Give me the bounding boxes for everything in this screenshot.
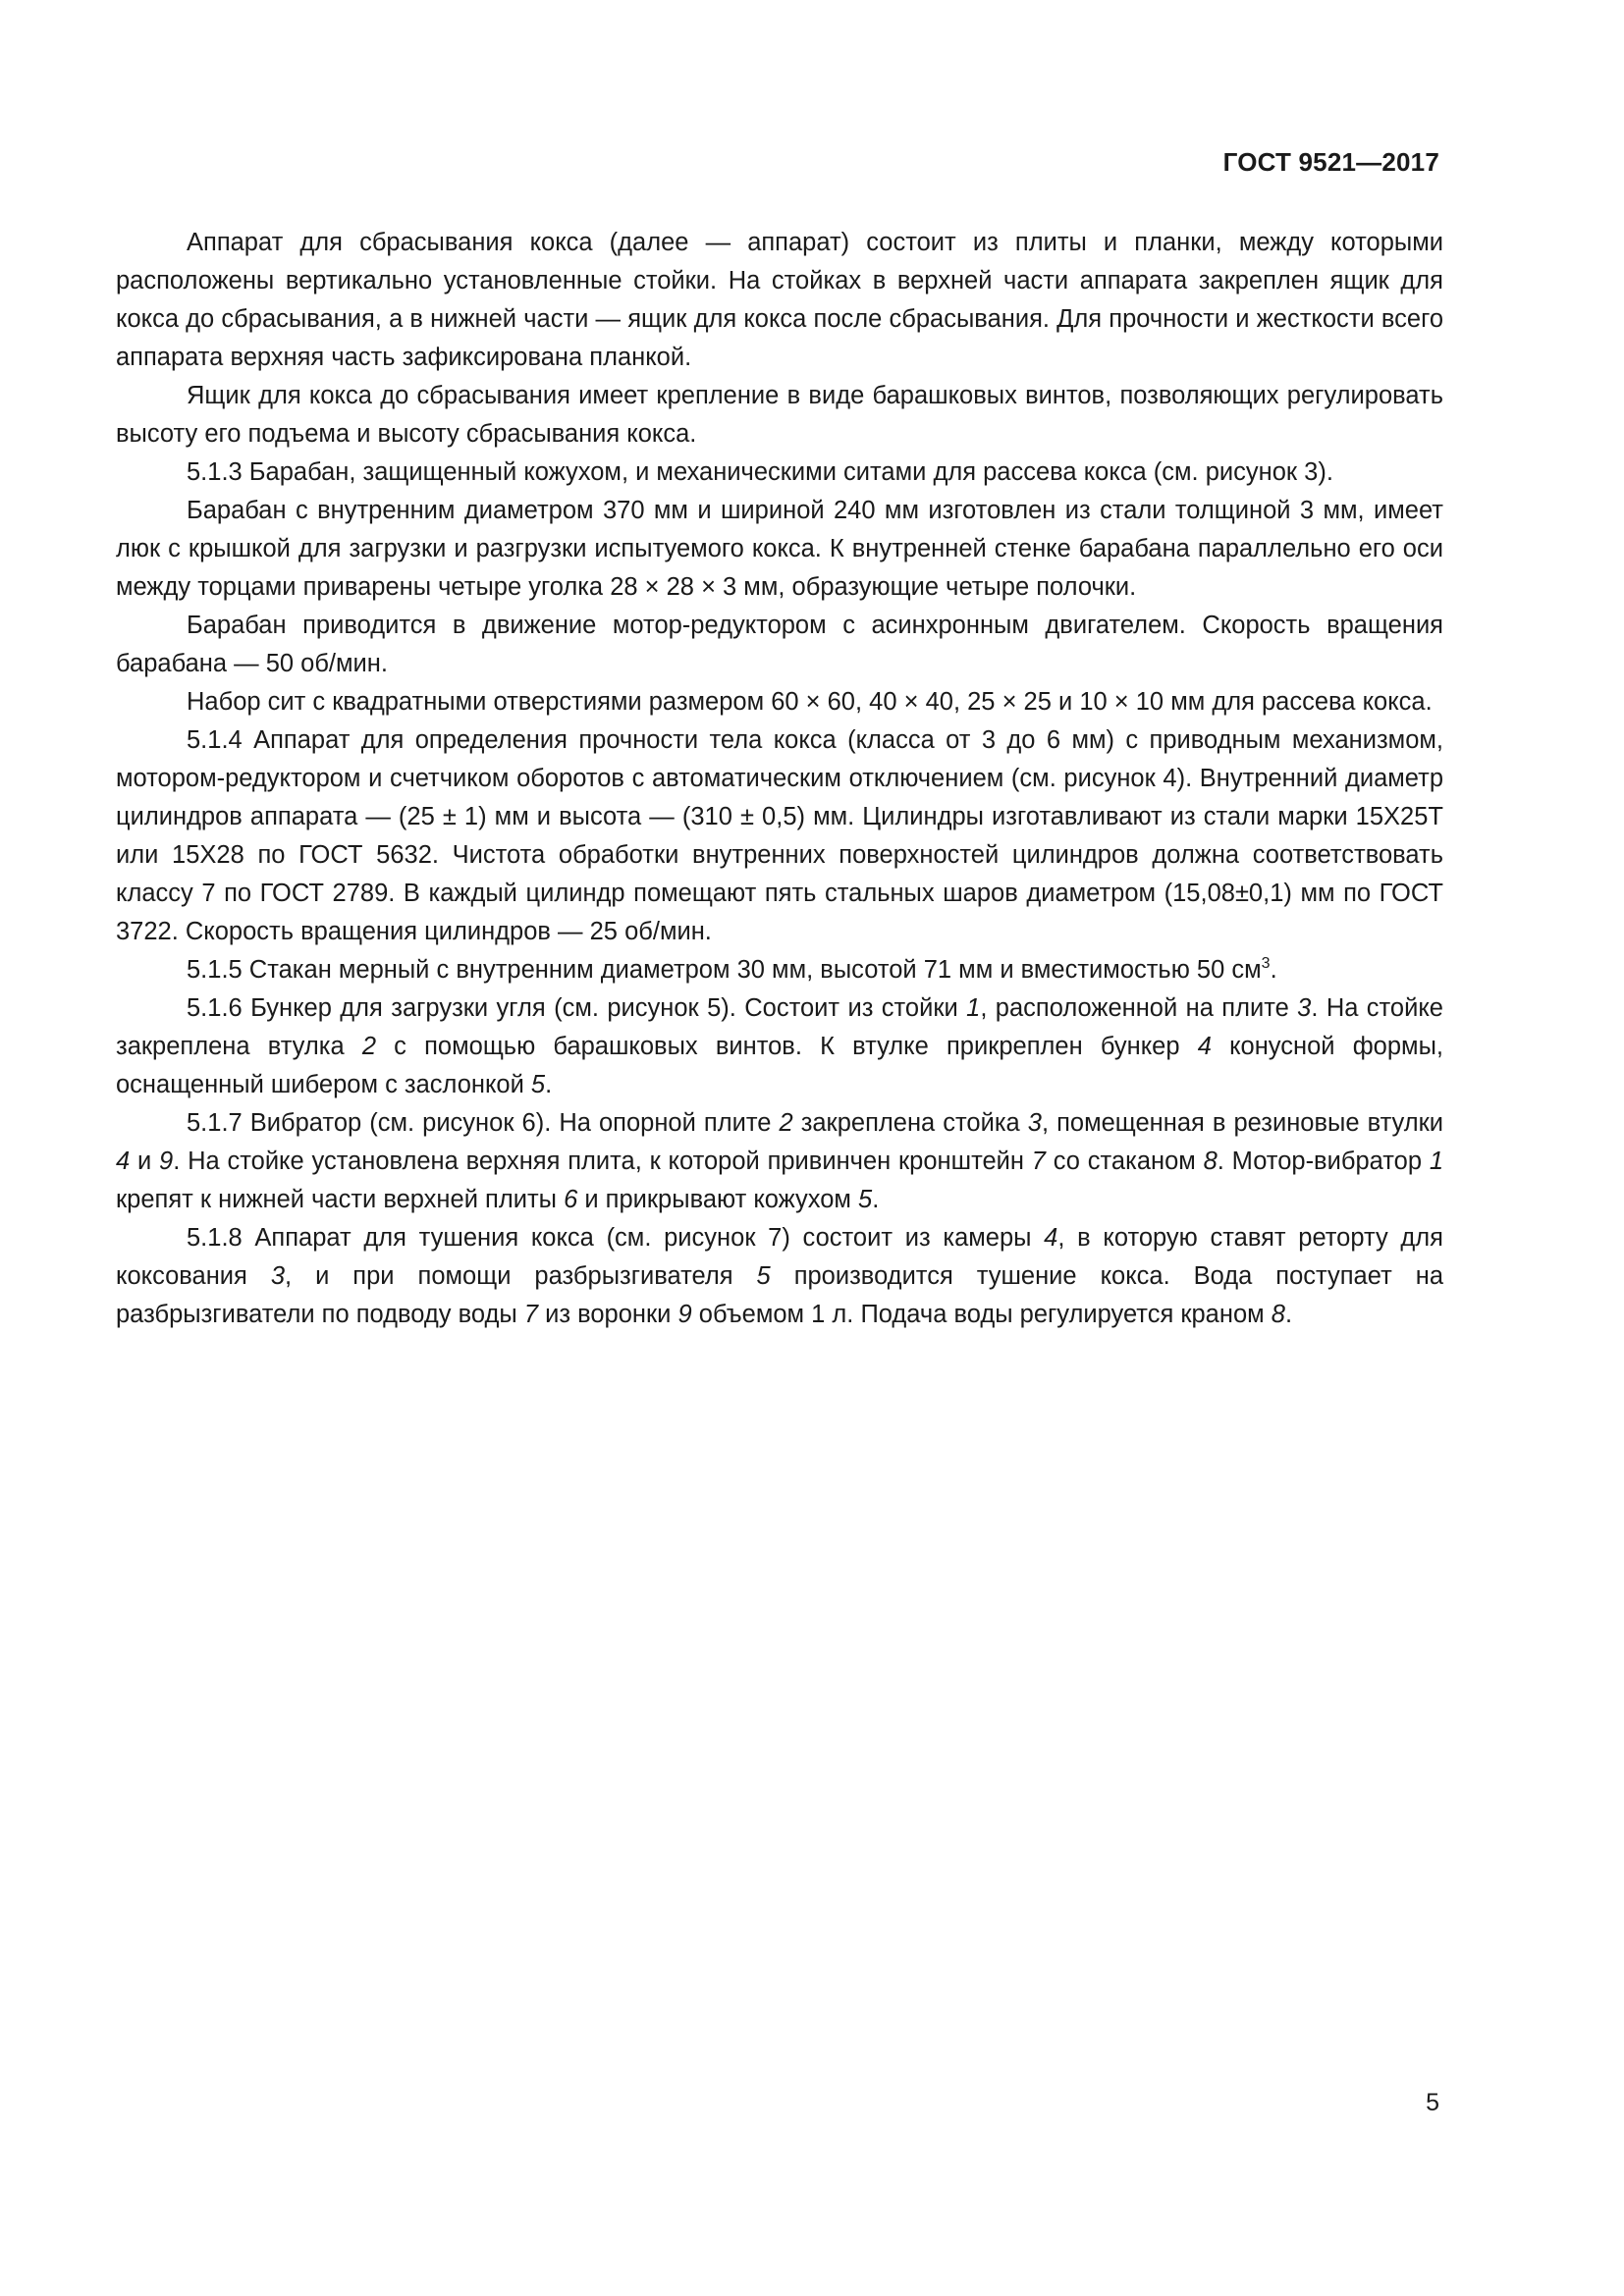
paragraph-5-1-8 [116,1219,1443,1334]
p10-text-e: . На стойке установлена верхняя плита, к которой привинчен кронштейн [173,1148,1032,1175]
p10-ref-5: 7 [1031,1148,1046,1175]
p10-text-b: закреплена стойка [792,1109,1028,1137]
body-text [116,224,1443,1334]
p10-text-i: и прикрывают кожухом [577,1186,859,1213]
paragraph-1: Аппарат для сбрасывания кокса (далее — аппарат) состоит из плиты и планки, между которыми расположены вертикально установленные стойки. На стойках в верхней части аппарата закреплен ящик для кокса до сбрасывания, а в нижней части — ящик для кокса после сбрасывания. Для прочности и жесткости всего аппарата верхняя часть зафиксирована планкой. [116,229,1443,371]
p10-text-d: и [130,1148,160,1175]
p9-text-c: . На стойке закреплена втулка [116,994,1443,1060]
p9-text-d: с помощью барашковых винтов. К втулке прикреплен бункер [376,1033,1198,1060]
page-number: 5 [1426,2089,1439,2116]
paragraph-5-1-5 [116,951,1443,989]
p9-ref-2: 3 [1297,994,1312,1022]
p9-text-a: 5.1.6 Бункер для загрузки угля (см. рисунок 5). Состоит из стойки [187,994,967,1022]
p9-ref-1: 1 [966,994,981,1022]
p11-ref-6: 8 [1271,1301,1285,1328]
p11-ref-3: 5 [756,1262,771,1290]
p10-ref-6: 8 [1203,1148,1218,1175]
p11-text-g: . [1284,1301,1293,1328]
p10-ref-4: 9 [159,1148,174,1175]
p9-ref-3: 2 [361,1033,376,1060]
p11-ref-5: 9 [677,1301,692,1328]
p10-ref-7: 1 [1429,1148,1443,1175]
paragraph-6: Набор сит с квадратными отверстиями размером 60 × 60, 40 × 40, 25 × 25 и 10 × 10 мм для рассева кокса. [187,688,1433,716]
p11-text-f: объемом 1 л. Подача воды регулируется краном [691,1301,1272,1328]
paragraph-2: Ящик для кокса до сбрасывания имеет крепление в виде барашковых винтов, позволяющих регулировать высоту его подъема и высоту сбрасывания кокса. [116,382,1443,448]
p11-ref-4: 7 [523,1301,538,1328]
p10-ref-2: 3 [1027,1109,1042,1137]
p9-ref-4: 4 [1197,1033,1212,1060]
p9-ref-5: 5 [530,1071,546,1098]
p11-text-a: 5.1.8 Аппарат для тушения кокса (см. рисунок 7) состоит из камеры [187,1224,1045,1252]
p10-text-g: . Мотор-вибратор [1217,1148,1430,1175]
p9-text-e: конусной формы, оснащенный шибером с заслонкой [116,1033,1443,1098]
paragraph-5-1-7 [116,1104,1443,1219]
p9-text-b: , расположенной на плите [980,994,1298,1022]
p8-end: . [1270,956,1277,984]
paragraph-5-1-3: 5.1.3 Барабан, защищенный кожухом, и механическими ситами для рассева кокса (см. рисунок 3). [187,458,1333,486]
p9-text-f: . [545,1071,553,1098]
p8-text: 5.1.5 Стакан мерный с внутренним диаметром 30 мм, высотой 71 мм и вместимостью 50 см [187,956,1262,984]
p10-ref-8: 6 [564,1186,578,1213]
paragraph-4: Барабан с внутренним диаметром 370 мм и шириной 240 мм изготовлен из стали толщиной 3 мм, имеет люк с крышкой для загрузки и разгрузки испытуемого кокса. К внутренней стенке барабана параллельно его оси между торцами приварены четыре уголка 28 × 28 × 3 мм, образующие четыре полочки. [116,497,1443,601]
p8-superscript: 3 [1261,955,1271,972]
paragraph-5: Барабан приводится в движение мотор-редуктором с асинхронным двигателем. Скорость вращения барабана — 50 об/мин. [116,612,1443,677]
p10-ref-3: 4 [116,1148,131,1175]
paragraph-5-1-6 [116,989,1443,1104]
p10-text-f: со стаканом [1045,1148,1204,1175]
p10-ref-9: 5 [858,1186,873,1213]
p10-ref-1: 2 [779,1109,793,1137]
p10-text-j: . [872,1186,880,1213]
p11-text-d: производится тушение кокса. Вода поступает на разбрызгиватели по подводу воды [116,1262,1443,1328]
p11-text-c: , и при помощи разбрызгивателя [285,1262,757,1290]
document-id-header: ГОСТ 9521—2017 [1222,147,1439,177]
p10-text-a: 5.1.7 Вибратор (см. рисунок 6). На опорной плите [187,1109,780,1137]
p11-ref-2: 3 [270,1262,286,1290]
p10-text-h: крепят к нижней части верхней плиты [116,1186,565,1213]
p11-text-b: , в которую ставят реторту для коксования [116,1224,1443,1290]
p11-ref-1: 4 [1044,1224,1058,1252]
paragraph-5-1-4: 5.1.4 Аппарат для определения прочности тела кокса (класса от 3 до 6 мм) с приводным механизмом, мотором-редуктором и счетчиком оборотов с автоматическим отключением (см. рисунок 4). Внутренний диаметр цилиндров аппарата — (25 ± 1) мм и высота — (310 ± 0,5) мм. Цилиндры изготавливают из стали марки 15Х25Т или 15Х28 по ГОСТ 5632. Чистота обработки внутренних поверхностей цилиндров должна соответствовать классу 7 по ГОСТ 2789. В каждый цилиндр помещают пять стальных шаров диаметром (15,08±0,1) мм по ГОСТ 3722. Скорость вращения цилиндров — 25 об/мин. [116,726,1443,945]
p10-text-c: , помещенная в резиновые втулки [1041,1109,1444,1137]
p11-text-e: из воронки [538,1301,678,1328]
